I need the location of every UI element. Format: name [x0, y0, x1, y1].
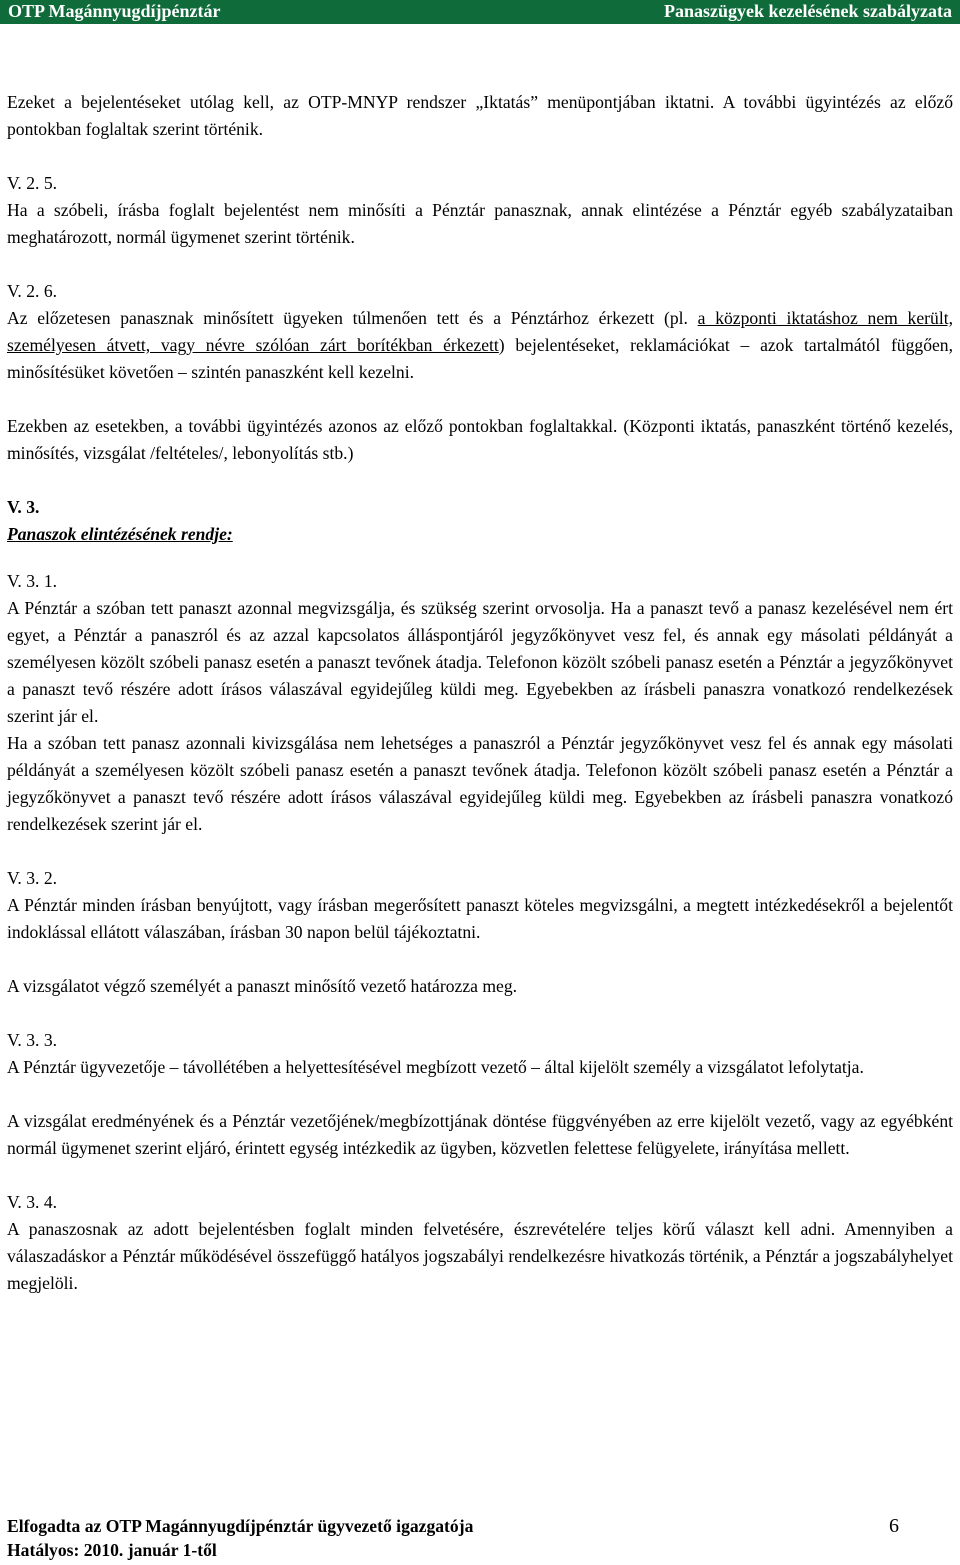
- footer-effective-date: Hatályos: 2010. január 1-től: [7, 1540, 217, 1560]
- section-number: V. 3. 1.: [7, 571, 58, 591]
- underlined-text: a központi iktatáshoz nem került, személyesen átvett, vagy névre szólóan zárt borítékban érkezett: [7, 308, 953, 355]
- paragraph: Ha a szóbeli, írásba foglalt bejelentést nem minősíti a Pénztár panasznak, annak elintézése a Pénztár egyéb szabályzataiban meghatározott, normál ügymenet szerint történik.: [7, 200, 953, 247]
- document-body: [7, 89, 953, 1297]
- header-left-title: OTP Magánnyugdíjpénztár: [8, 1, 221, 21]
- paragraph: Ha a szóban tett panasz azonnali kivizsgálása nem lehetséges a panaszról a Pénztár jegyzőkönyvet vesz fel és annak egy másolati példányát a személyesen közölt szóbeli panasz esetén a panaszt tevőnek átadja. Telefonon közölt szóbeli panasz esetén a Pénztár a jegyzőkönyvet a panaszt tevő részére adott írásos válaszával egyidejűleg küldi meg. Egyebekben az írásbeli panaszra vonatkozó rendelkezések szerint jár el.: [7, 733, 953, 834]
- footer-approval: Elfogadta az OTP Magánnyugdíjpénztár ügyvezető igazgatója: [7, 1516, 474, 1536]
- section-number: V. 3. 2.: [7, 868, 58, 888]
- paragraph: A Pénztár a szóban tett panaszt azonnal megvizsgálja, és szükség szerint orvosolja. Ha a panaszt tevő a panasz kezelésével nem ért egyet, a Pénztár a panaszról és az azzal kapcsolatos álláspontjáról jegyzőkönyvet vesz fel, és annak egy másolati példányát a személyesen közölt szóbeli panasz esetén a panaszt tevőnek átadja. Telefonon közölt szóbeli panasz esetén a Pénztár a jegyzőkönyvet a panaszt tevő részére adott írásos válaszával egyidejűleg küldi meg. Egyebekben az írásbeli panaszra vonatkozó rendelkezések szerint jár el.: [7, 598, 953, 726]
- section-number: V. 3. 3.: [7, 1030, 58, 1050]
- paragraph: A vizsgálatot végző személyét a panaszt minősítő vezető határozza meg.: [7, 976, 518, 996]
- section-number: V. 2. 6.: [7, 281, 58, 301]
- paragraph: A vizsgálat eredményének és a Pénztár vezetőjének/megbízottjának döntése függvényében az erre kijelölt vezető, vagy az egyébként normál ügymenet szerint eljáró, érintett egység intézkedik az ügyben, közvetlen felettese felügyelete, irányítása mellett.: [7, 1111, 953, 1158]
- paragraph: Ezeket a bejelentéseket utólag kell, az OTP-MNYP rendszer „Iktatás” menüpontjában iktatni. A további ügyintézés az előző pontokban foglaltak szerint történik.: [7, 92, 953, 139]
- section-number: V. 3.: [7, 497, 40, 517]
- paragraph: A Pénztár minden írásban benyújtott, vagy írásban megerősített panaszt köteles megvizsgálni, a megtett intézkedésekről a bejelentőt indoklással ellátott válaszában, írásban 30 napon belül tájékoztatni.: [7, 895, 953, 942]
- page-header: [0, 0, 960, 24]
- paragraph: A Pénztár ügyvezetője – távollétében a helyettesítésével megbízott vezető – által kijelölt személy a vizsgálatot lefolytatja.: [7, 1057, 864, 1077]
- header-right-title: Panaszügyek kezelésének szabályzata: [664, 1, 952, 21]
- section-title: Panaszok elintézésének rendje:: [7, 524, 233, 544]
- section-number: V. 2. 5.: [7, 173, 58, 193]
- paragraph-part: Az előzetesen panasznak minősített ügyeken túlmenően tett és a Pénztárhoz érkezett (pl.: [7, 308, 688, 328]
- paragraph: Ezekben az esetekben, a további ügyintézés azonos az előző pontokban foglaltakkal. (Központi iktatás, panaszként történő kezelés, minősítés, vizsgálat /feltételes/, lebonyolítás stb.): [7, 416, 953, 463]
- paragraph: A panaszosnak az adott bejelentésben foglalt minden felvetésére, észrevételére teljes körű választ kell adni. Amennyiben a válaszadáskor a Pénztár működésével összefüggő hatályos jogszabályi rendelkezésre hivatkozás történik, a Pénztár a jogszabályhelyet megjelöli.: [7, 1219, 953, 1293]
- paragraph-part: ) bejelentéseket, reklamációkat – azok tartalmától függően, minősítésüket követően – szintén panaszként kell kezelni.: [7, 335, 953, 382]
- page-footer: [7, 1514, 953, 1562]
- section-number: V. 3. 4.: [7, 1192, 58, 1212]
- paragraph: [7, 305, 953, 386]
- page-number: 6: [889, 1515, 899, 1537]
